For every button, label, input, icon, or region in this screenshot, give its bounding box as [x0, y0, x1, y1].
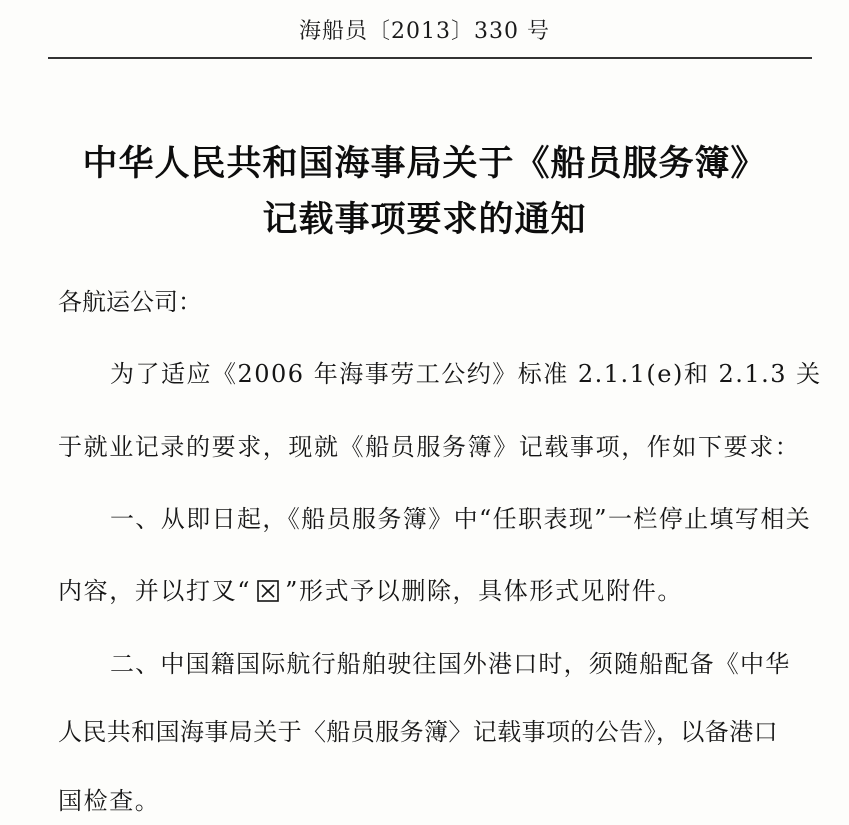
header-divider: [48, 57, 812, 59]
paragraph-1-line-1: 为了适应《2006 年海事劳工公约》标准 2.1.1(e)和 2.1.3 关: [110, 360, 822, 388]
document-title-line-1: 中华人民共和国海事局关于《船员服务簿》: [82, 144, 767, 184]
paragraph-1-line-2: 于就业记录的要求，现就《船员服务簿》记载事项，作如下要求：: [58, 433, 801, 461]
paragraph-2-line-1: 一、从即日起，《船员服务簿》中“任职表现”一栏停止填写相关: [110, 505, 812, 533]
paragraph-2-line-2: [58, 571, 683, 606]
paragraph-2-line-2-start: 内容，并以打叉“: [58, 577, 252, 605]
document-number: 海船员〔2013〕330 号: [299, 19, 550, 44]
document-title-line-2: 记载事项要求的通知: [262, 200, 587, 240]
paragraph-3-line-3: 国检查。: [58, 787, 161, 815]
paragraph-3-line-1: 二、中国籍国际航行船舶驶往国外港口时，须随船配备《中华: [110, 650, 791, 678]
paragraph-3-line-2: 人民共和国海事局关于〈船员服务簿〉记载事项的公告》，以备港口: [58, 718, 778, 746]
paragraph-2-line-2-end: ”形式予以删除，具体形式见附件。: [285, 577, 683, 605]
salutation: 各航运公司：: [58, 288, 202, 316]
crossed-box-icon: [257, 580, 279, 602]
